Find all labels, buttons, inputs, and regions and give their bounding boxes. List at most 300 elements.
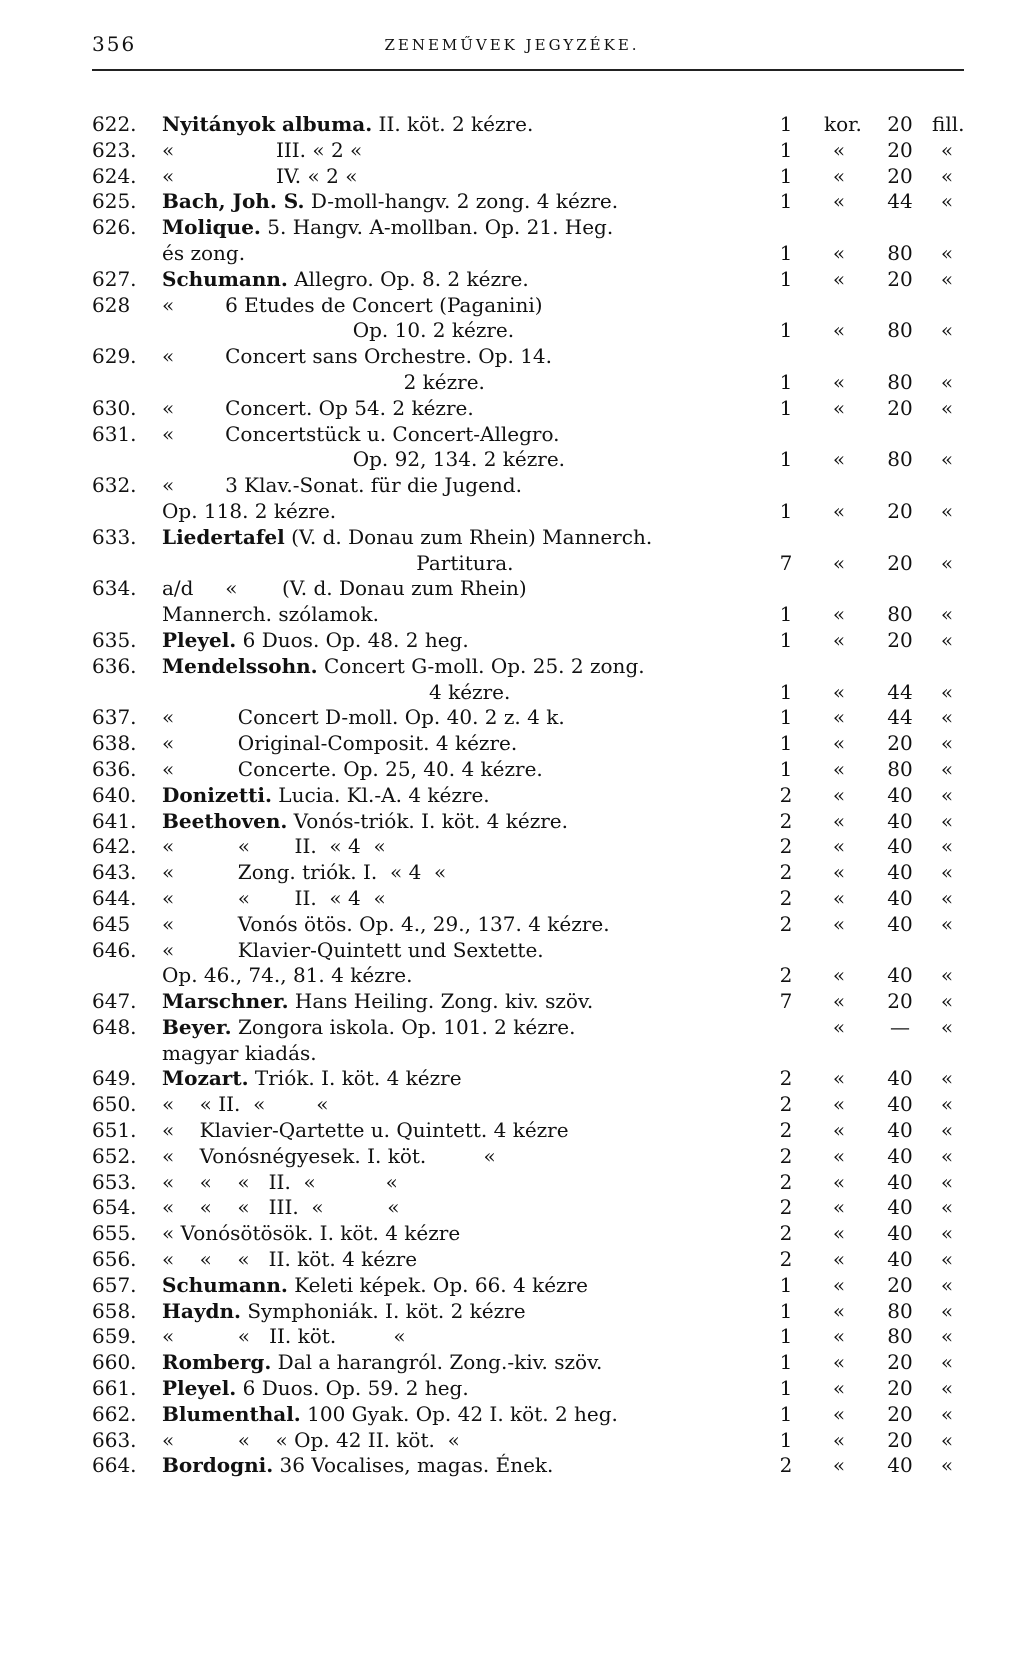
entry-number: 631.	[92, 421, 137, 446]
catalog-entry	[0, 396, 1024, 422]
price-filler: 40	[887, 1247, 913, 1272]
price-unit: «	[832, 731, 846, 756]
work-title: « « « Op. 42 II. köt. «	[162, 1427, 460, 1452]
price-filler: 40	[887, 1143, 913, 1168]
catalog-entry	[0, 1299, 1024, 1325]
price-unit: «	[832, 627, 846, 652]
price-korona: 1	[779, 1272, 793, 1297]
catalog-entry	[0, 576, 1024, 602]
work-title: « « « II. köt. 4 kézre	[162, 1247, 418, 1272]
price-unit-fill: «	[940, 447, 954, 472]
work-title: II. köt. 2 kézre.	[372, 112, 534, 136]
catalog-entry	[0, 1015, 1024, 1041]
entry-number: 653.	[92, 1169, 137, 1194]
work-title: « Concert D-moll. Op. 40. 2 z. 4 k.	[162, 705, 565, 730]
entry-number: 655.	[92, 1221, 137, 1246]
entry-number: 661.	[92, 1376, 137, 1401]
entry-number: 664.	[92, 1453, 137, 1478]
price-korona: 1	[779, 447, 793, 472]
price-unit-fill: «	[940, 1427, 954, 1452]
price-unit: «	[832, 395, 846, 420]
price-unit: «	[832, 369, 846, 394]
price-unit: «	[832, 318, 846, 343]
composer-name: Liedertafel	[162, 524, 285, 549]
entry-description	[162, 189, 618, 215]
entry-number: 626.	[92, 215, 137, 240]
price-unit-fill: «	[940, 498, 954, 523]
entry-number: 629.	[92, 344, 137, 369]
entry-description	[162, 809, 568, 835]
price-unit: «	[832, 1324, 846, 1349]
work-title: « « II. köt. «	[162, 1324, 406, 1349]
catalog-entry	[0, 112, 1024, 138]
price-unit-fill: «	[940, 395, 954, 420]
entry-number: 660.	[92, 1350, 137, 1375]
entry-description	[162, 318, 514, 344]
price-unit-fill: «	[940, 137, 954, 162]
catalog-entry	[0, 422, 1024, 448]
price-korona: 1	[779, 189, 793, 214]
price-korona: 2	[779, 808, 793, 833]
price-filler: 40	[887, 885, 913, 910]
entry-description	[162, 112, 533, 138]
work-title: « « II. « «	[162, 1092, 329, 1117]
entry-number: 622.	[92, 112, 137, 136]
catalog-entry	[0, 757, 1024, 783]
entry-description	[162, 551, 514, 577]
price-unit-fill: «	[940, 911, 954, 936]
work-title: Lucia. Kl.-A. 4 kézre.	[271, 782, 490, 807]
entry-number: 628	[92, 292, 131, 317]
price-unit-fill: «	[940, 731, 954, 756]
entry-description	[162, 680, 510, 706]
catalog-entry	[0, 963, 1024, 989]
entry-number: 647.	[92, 989, 137, 1014]
entry-description	[162, 989, 593, 1015]
price-filler: 40	[887, 963, 913, 988]
work-title: « Klavier-Qartette u. Quintett. 4 kézre	[162, 1118, 569, 1143]
catalog-entry	[0, 602, 1024, 628]
entry-description	[162, 138, 362, 164]
work-title: magyar kiadás.	[162, 1040, 317, 1065]
entry-description	[162, 1247, 417, 1273]
price-filler: 20	[887, 266, 913, 291]
price-filler: 20	[887, 1272, 913, 1297]
work-title: Vonós-triók. I. köt. 4 kézre.	[287, 808, 569, 833]
price-filler: 40	[887, 1453, 913, 1478]
price-unit: «	[832, 1376, 846, 1401]
price-filler: 80	[887, 369, 913, 394]
composer-name: Mozart.	[162, 1066, 249, 1091]
price-unit: «	[832, 498, 846, 523]
catalog-entry	[0, 783, 1024, 809]
entry-number: 658.	[92, 1298, 137, 1323]
entry-number: 634.	[92, 576, 137, 601]
entry-description	[162, 1324, 406, 1350]
work-title: 5. Hangv. A-mollban. Op. 21. Heg.	[260, 215, 614, 240]
price-unit-fill: fill.	[932, 112, 965, 136]
catalog-entry	[0, 1247, 1024, 1273]
composer-name: Mendelssohn.	[162, 653, 318, 678]
catalog-entry	[0, 938, 1024, 964]
price-filler: 40	[887, 1221, 913, 1246]
catalog-entry	[0, 318, 1024, 344]
entry-description	[162, 1273, 588, 1299]
entry-description	[162, 1015, 576, 1041]
price-filler: 80	[887, 756, 913, 781]
catalog-entry	[0, 525, 1024, 551]
entry-description	[162, 525, 652, 551]
catalog-entry	[0, 912, 1024, 938]
catalog-entry	[0, 1118, 1024, 1144]
price-unit: «	[832, 1092, 846, 1117]
entry-description	[162, 164, 357, 190]
work-title: Symphoniák. I. köt. 2 kézre	[240, 1298, 526, 1323]
work-title: « Concerte. Op. 25, 40. 4 kézre.	[162, 756, 543, 781]
entry-description	[162, 1376, 469, 1402]
price-korona: 1	[779, 731, 793, 756]
entry-description	[162, 860, 446, 886]
price-unit: «	[832, 550, 846, 575]
price-unit-fill: «	[940, 266, 954, 291]
entry-description	[162, 1066, 462, 1092]
catalog-entry	[0, 293, 1024, 319]
price-unit: «	[832, 137, 846, 162]
work-title: 6 Duos. Op. 48. 2 heg.	[236, 627, 469, 652]
price-filler: 80	[887, 602, 913, 627]
entry-description	[162, 1041, 317, 1067]
price-korona: 1	[779, 705, 793, 730]
price-unit: «	[832, 705, 846, 730]
price-korona: 1	[779, 163, 793, 188]
price-unit-fill: «	[940, 369, 954, 394]
price-korona: 1	[779, 679, 793, 704]
price-korona: 2	[779, 911, 793, 936]
entry-number: 659.	[92, 1324, 137, 1349]
catalog-entry	[0, 731, 1024, 757]
work-title: Concert G-moll. Op. 25. 2 zong.	[317, 653, 645, 678]
price-korona: 2	[779, 782, 793, 807]
catalog-entry	[0, 680, 1024, 706]
page-number: 356	[92, 32, 137, 56]
price-unit: «	[832, 963, 846, 988]
price-filler: 40	[887, 1169, 913, 1194]
price-korona: 2	[779, 1195, 793, 1220]
price-unit: «	[832, 860, 846, 885]
entry-number: 641.	[92, 808, 137, 833]
price-unit: «	[832, 1118, 846, 1143]
price-korona: 2	[779, 860, 793, 885]
catalog-entry	[0, 989, 1024, 1015]
price-filler: 40	[887, 1066, 913, 1091]
price-unit-fill: «	[940, 627, 954, 652]
price-korona: 1	[779, 756, 793, 781]
work-title: 36 Vocalises, magas. Ének.	[273, 1453, 554, 1478]
composer-name: Schumann.	[162, 266, 288, 291]
price-filler: 80	[887, 240, 913, 265]
price-unit-fill: «	[940, 550, 954, 575]
price-filler: 20	[887, 550, 913, 575]
entry-description	[162, 215, 613, 241]
price-filler: 20	[887, 1427, 913, 1452]
price-korona: 2	[779, 963, 793, 988]
catalog-entry	[0, 551, 1024, 577]
work-title: « Concert. Op 54. 2 kézre.	[162, 395, 474, 420]
entry-description	[162, 834, 386, 860]
price-filler: 20	[887, 1401, 913, 1426]
entry-number: 643.	[92, 860, 137, 885]
work-title: Hans Heiling. Zong. kiv. szöv.	[288, 989, 594, 1014]
entry-description	[162, 293, 543, 319]
price-filler: 40	[887, 860, 913, 885]
price-korona: 1	[779, 395, 793, 420]
price-unit-fill: «	[940, 163, 954, 188]
price-korona: 2	[779, 1453, 793, 1478]
work-title: Zongora iskola. Op. 101. 2 kézre.	[231, 1014, 576, 1039]
price-unit-fill: «	[940, 834, 954, 859]
price-unit-fill: «	[940, 860, 954, 885]
price-unit: «	[832, 1195, 846, 1220]
price-unit: «	[832, 447, 846, 472]
catalog-entry	[0, 1195, 1024, 1221]
catalog-entry	[0, 1453, 1024, 1479]
price-filler: 20	[887, 137, 913, 162]
price-unit-fill: «	[940, 1195, 954, 1220]
price-unit-fill: «	[940, 1401, 954, 1426]
entry-number: 657.	[92, 1272, 137, 1297]
price-korona: 2	[779, 834, 793, 859]
price-unit-fill: «	[940, 1247, 954, 1272]
entry-description	[162, 344, 552, 370]
price-korona: 1	[779, 1427, 793, 1452]
catalog-entry	[0, 499, 1024, 525]
entry-description	[162, 628, 469, 654]
price-korona: 2	[779, 1092, 793, 1117]
composer-name: Schumann.	[162, 1272, 288, 1297]
catalog-entry	[0, 447, 1024, 473]
entry-number: 624.	[92, 163, 137, 188]
entry-description	[162, 370, 485, 396]
price-filler: 40	[887, 808, 913, 833]
price-unit: «	[832, 885, 846, 910]
composer-name: Marschner.	[162, 989, 289, 1014]
price-korona: 1	[779, 1376, 793, 1401]
entry-description	[162, 396, 474, 422]
work-title: Allegro. Op. 8. 2 kézre.	[287, 266, 529, 291]
price-filler: 40	[887, 782, 913, 807]
catalog-entry	[0, 1350, 1024, 1376]
catalog-entry	[0, 164, 1024, 190]
catalog-entry	[0, 1324, 1024, 1350]
price-unit: «	[832, 1247, 846, 1272]
work-title: Op. 92, 134. 2 kézre.	[162, 447, 566, 472]
price-unit-fill: «	[940, 1066, 954, 1091]
catalog-entry	[0, 654, 1024, 680]
composer-name: Beethoven.	[162, 808, 288, 833]
work-title: 100 Gyak. Op. 42 I. köt. 2 heg.	[300, 1401, 618, 1426]
catalog-entry	[0, 1170, 1024, 1196]
work-title: « Klavier-Quintett und Sextette.	[162, 937, 544, 962]
catalog-entry	[0, 1428, 1024, 1454]
price-unit: «	[832, 911, 846, 936]
work-title: Dal a harangról. Zong.-kiv. szöv.	[271, 1350, 603, 1375]
entry-description	[162, 241, 245, 267]
price-unit: «	[832, 266, 846, 291]
composer-name: Pleyel.	[162, 627, 237, 652]
price-filler: 20	[887, 395, 913, 420]
entry-description	[162, 654, 645, 680]
catalog-entry	[0, 705, 1024, 731]
composer-name: Bach, Joh. S.	[162, 189, 305, 214]
entry-number: 625.	[92, 189, 137, 214]
entry-number: 662.	[92, 1401, 137, 1426]
entry-description	[162, 1350, 602, 1376]
composer-name: Haydn.	[162, 1298, 241, 1323]
entry-description	[162, 1221, 460, 1247]
work-title: « Zong. triók. I. « 4 «	[162, 860, 447, 885]
work-title: « IV. « 2 «	[162, 163, 358, 188]
price-filler: 44	[887, 679, 913, 704]
work-title: Keleti képek. Op. 66. 4 kézre	[287, 1272, 588, 1297]
entry-number: 645	[92, 911, 131, 936]
price-unit: «	[832, 1221, 846, 1246]
work-title: 4 kézre.	[162, 679, 511, 704]
composer-name: Beyer.	[162, 1014, 232, 1039]
entry-number: 646.	[92, 937, 137, 962]
price-unit-fill: «	[940, 1350, 954, 1375]
price-korona: 1	[779, 266, 793, 291]
price-unit-fill: «	[940, 1118, 954, 1143]
composer-name: Nyitányok albuma.	[162, 112, 373, 136]
entry-description	[162, 1170, 398, 1196]
composer-name: Donizetti.	[162, 782, 272, 807]
entry-number: 651.	[92, 1118, 137, 1143]
price-filler: 80	[887, 447, 913, 472]
entry-description	[162, 1428, 460, 1454]
price-unit: «	[832, 989, 846, 1014]
catalog-entry	[0, 1092, 1024, 1118]
entry-number: 663.	[92, 1427, 137, 1452]
catalog-list	[0, 112, 1024, 1479]
price-unit-fill: «	[940, 1014, 954, 1039]
work-title: Mannerch. szólamok.	[162, 602, 380, 627]
catalog-entry	[0, 1402, 1024, 1428]
price-unit: «	[832, 1272, 846, 1297]
price-unit: «	[832, 834, 846, 859]
price-filler: 44	[887, 705, 913, 730]
entry-number: 633.	[92, 524, 137, 549]
price-korona: 1	[779, 1401, 793, 1426]
price-filler: 40	[887, 1092, 913, 1117]
work-title: « Concert sans Orchestre. Op. 14.	[162, 344, 553, 369]
price-unit-fill: «	[940, 705, 954, 730]
entry-number: 640.	[92, 782, 137, 807]
catalog-entry	[0, 370, 1024, 396]
price-unit: «	[832, 1298, 846, 1323]
entry-description	[162, 731, 517, 757]
price-unit: kor.	[824, 112, 862, 136]
catalog-entry	[0, 1221, 1024, 1247]
work-title: « Concertstück u. Concert-Allegro.	[162, 421, 560, 446]
work-title: « 6 Etudes de Concert (Paganini)	[162, 292, 543, 317]
entry-description	[162, 783, 490, 809]
price-korona: 1	[779, 1350, 793, 1375]
entry-description	[162, 705, 565, 731]
price-filler: 20	[887, 1350, 913, 1375]
price-unit-fill: «	[940, 1221, 954, 1246]
price-filler: 20	[887, 112, 913, 136]
catalog-entry	[0, 1273, 1024, 1299]
work-title: 6 Duos. Op. 59. 2 heg.	[236, 1376, 469, 1401]
price-filler: 40	[887, 834, 913, 859]
entry-description	[162, 1144, 496, 1170]
price-korona: 7	[779, 550, 793, 575]
entry-number: 649.	[92, 1066, 137, 1091]
work-title: « 3 Klav.-Sonat. für die Jugend.	[162, 473, 522, 498]
work-title: « Vonósnégyesek. I. köt. «	[162, 1143, 496, 1168]
price-unit-fill: «	[940, 1453, 954, 1478]
entry-description	[162, 473, 522, 499]
entry-description	[162, 1118, 569, 1144]
price-unit: «	[832, 1427, 846, 1452]
price-unit: «	[832, 808, 846, 833]
entry-description	[162, 1453, 553, 1479]
price-unit: «	[832, 782, 846, 807]
price-korona: 2	[779, 1221, 793, 1246]
price-unit-fill: «	[940, 240, 954, 265]
price-unit: «	[832, 189, 846, 214]
price-unit: «	[832, 756, 846, 781]
price-unit-fill: «	[940, 189, 954, 214]
composer-name: Pleyel.	[162, 1376, 237, 1401]
price-unit: «	[832, 1453, 846, 1478]
price-korona: 1	[779, 602, 793, 627]
price-korona: 1	[779, 369, 793, 394]
price-unit: «	[832, 1350, 846, 1375]
work-title: « « II. « 4 «	[162, 834, 386, 859]
price-unit-fill: «	[940, 1143, 954, 1168]
entry-number: 650.	[92, 1092, 137, 1117]
price-korona: 1	[779, 1324, 793, 1349]
entry-number: 636.	[92, 756, 137, 781]
price-filler: 20	[887, 1376, 913, 1401]
price-filler: 40	[887, 1195, 913, 1220]
price-filler: 80	[887, 318, 913, 343]
work-title: és zong.	[162, 240, 246, 265]
price-unit-fill: «	[940, 963, 954, 988]
entry-number: 644.	[92, 885, 137, 910]
entry-description	[162, 1195, 399, 1221]
catalog-entry	[0, 267, 1024, 293]
price-korona: 2	[779, 885, 793, 910]
price-korona: 2	[779, 1143, 793, 1168]
price-unit-fill: «	[940, 1092, 954, 1117]
entry-number: 648.	[92, 1014, 137, 1039]
catalog-entry	[0, 809, 1024, 835]
page-header	[0, 0, 1024, 80]
entry-number: 636.	[92, 653, 137, 678]
price-unit: «	[832, 1143, 846, 1168]
catalog-entry	[0, 1376, 1024, 1402]
entry-number: 627.	[92, 266, 137, 291]
price-unit-fill: «	[940, 602, 954, 627]
price-unit: «	[832, 1066, 846, 1091]
entry-description	[162, 912, 610, 938]
catalog-entry	[0, 886, 1024, 912]
entry-description	[162, 1299, 526, 1325]
price-unit-fill: «	[940, 1298, 954, 1323]
price-korona: 2	[779, 1066, 793, 1091]
